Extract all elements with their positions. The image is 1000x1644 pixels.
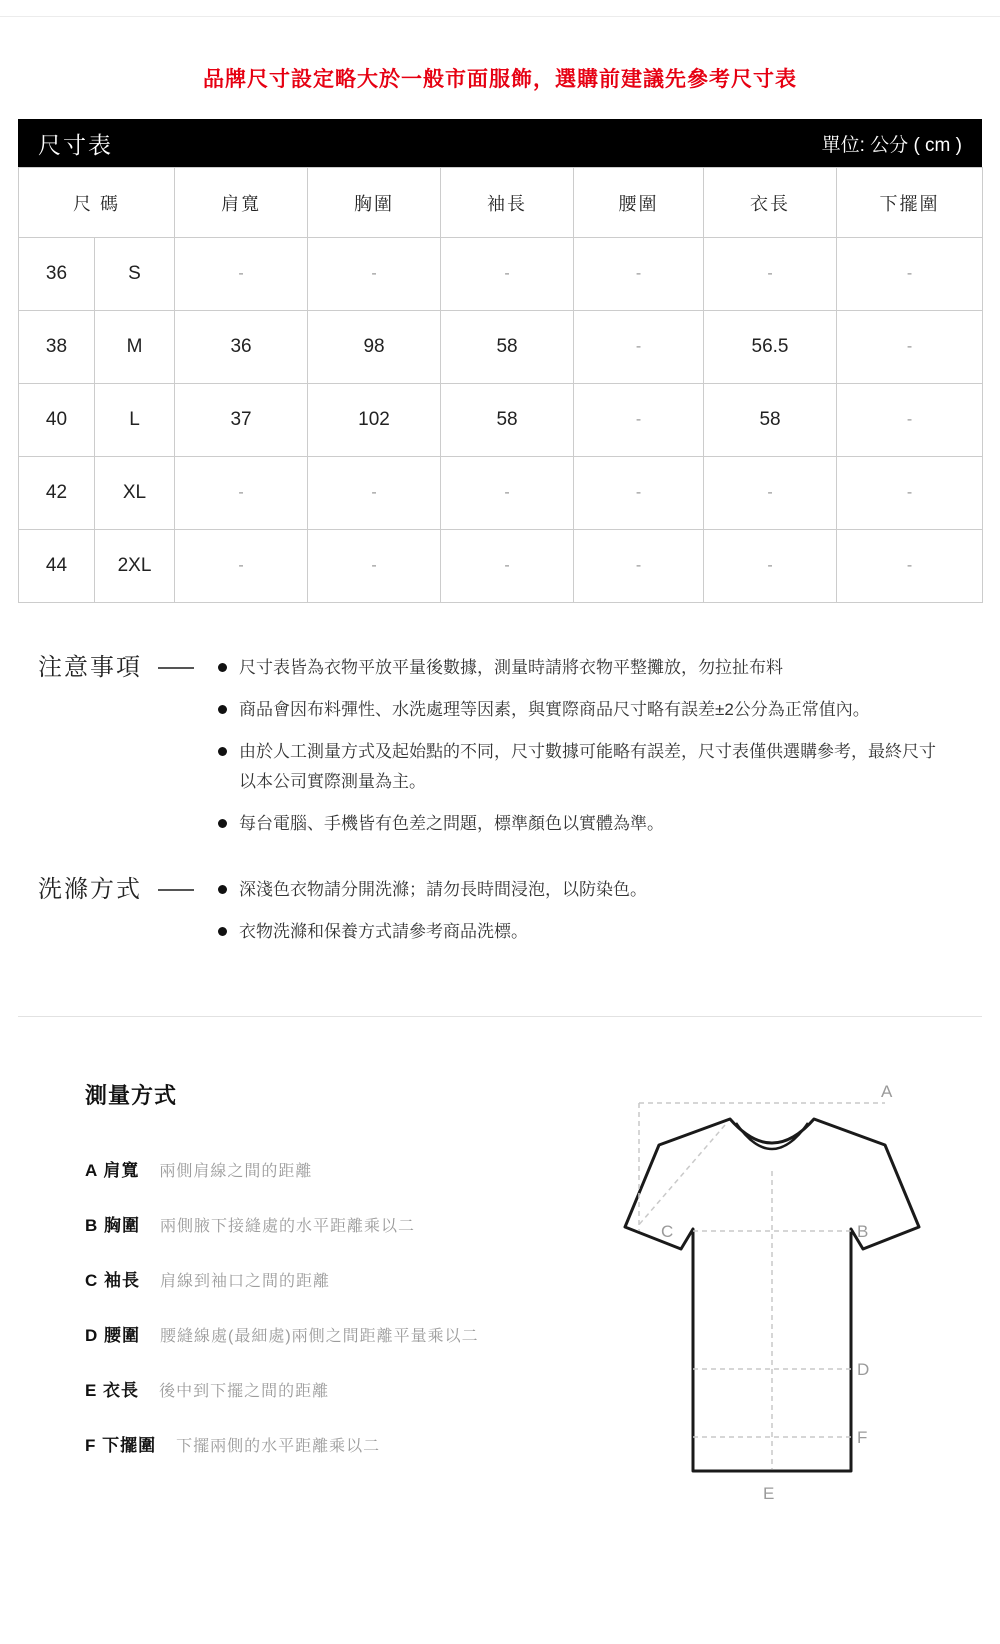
- measure-label: D 腰圍: [85, 1325, 140, 1345]
- note-item: [218, 653, 938, 682]
- size-cell: 38: [19, 311, 95, 384]
- size-cell: -: [704, 457, 837, 530]
- washing-heading: [38, 875, 218, 959]
- bullet-icon: [218, 927, 227, 936]
- size-cell: 98: [308, 311, 441, 384]
- size-cell: 58: [441, 311, 574, 384]
- column-header-5: 衣長: [704, 168, 837, 238]
- size-chart-header-bar: [18, 119, 982, 167]
- measure-desc: 兩側腋下接縫處的水平距離乘以二: [160, 1217, 416, 1235]
- measure-item: [85, 1321, 565, 1346]
- size-cell: -: [704, 530, 837, 603]
- note-item: [218, 875, 938, 904]
- note-item: [218, 809, 938, 838]
- bullet-icon: [218, 747, 227, 756]
- note-text: 深淺色衣物請分開洗滌；請勿長時間浸泡，以防染色。: [239, 880, 647, 900]
- size-row-4: [19, 530, 983, 603]
- size-cell: -: [574, 238, 704, 311]
- size-row-2: [19, 384, 983, 457]
- measure-item: [85, 1431, 565, 1456]
- diagram-label-F: F: [856, 1427, 867, 1447]
- size-cell: -: [441, 530, 574, 603]
- size-cell: S: [95, 238, 175, 311]
- size-cell: -: [574, 530, 704, 603]
- size-cell: 37: [175, 384, 308, 457]
- bullet-icon: [218, 663, 227, 672]
- note-text: 商品會因布料彈性、水洗處理等因素，與實際商品尺寸略有誤差±2公分為正常值內。: [239, 700, 870, 720]
- notes-heading: [38, 653, 218, 851]
- notes-section: [38, 653, 962, 851]
- size-cell: M: [95, 311, 175, 384]
- note-text: 由於人工測量方式及起始點的不同，尺寸數據可能略有誤差，尺寸表僅供選購參考，最終尺寸以本公司實際測量為主。: [239, 742, 936, 791]
- size-chart-title: 尺寸表: [38, 131, 113, 158]
- measure-label: F 下擺圍: [85, 1435, 157, 1455]
- measurement-title: 測量方式: [85, 1082, 178, 1108]
- size-cell: -: [441, 457, 574, 530]
- diagram-label-D: D: [856, 1359, 869, 1379]
- measure-label: A 肩寬: [85, 1160, 140, 1180]
- size-cell: -: [308, 457, 441, 530]
- heading-dash: [158, 889, 194, 891]
- size-cell: -: [837, 384, 983, 457]
- size-cell: -: [308, 530, 441, 603]
- note-text: 尺寸表皆為衣物平放平量後數據，測量時請將衣物平整攤放，勿拉扯布料: [239, 658, 783, 677]
- top-divider: [0, 16, 1000, 17]
- size-cell: 58: [441, 384, 574, 457]
- note-text: 衣物洗滌和保養方式請參考商品洗標。: [239, 922, 528, 942]
- bullet-icon: [218, 885, 227, 894]
- measure-label: E 衣長: [85, 1380, 140, 1400]
- diagram-label-E: E: [762, 1483, 774, 1503]
- diagram-label-B: B: [856, 1221, 868, 1241]
- size-cell: -: [441, 238, 574, 311]
- size-cell: 40: [19, 384, 95, 457]
- size-row-3: [19, 457, 983, 530]
- size-cell: 2XL: [95, 530, 175, 603]
- measure-label: C 袖長: [85, 1270, 140, 1290]
- size-cell: XL: [95, 457, 175, 530]
- size-cell: -: [574, 311, 704, 384]
- unit-label: 單位: 公分 ( cm ): [821, 134, 962, 156]
- brand-size-notice: 品牌尺寸設定略大於一般市面服飾，選購前建議先參考尺寸表: [203, 68, 797, 91]
- size-cell: 42: [19, 457, 95, 530]
- size-cell: -: [175, 457, 308, 530]
- washing-section: [38, 875, 962, 959]
- bullet-icon: [218, 705, 227, 714]
- measure-item: [85, 1376, 565, 1401]
- measure-item: [85, 1211, 565, 1236]
- column-header-0: 尺 碼: [19, 168, 175, 238]
- note-item: [218, 737, 938, 795]
- column-header-3: 袖長: [441, 168, 574, 238]
- size-cell: 44: [19, 530, 95, 603]
- measure-desc: 肩線到袖口之間的距離: [160, 1272, 331, 1290]
- size-chart-table: [18, 167, 983, 603]
- note-item: [218, 917, 938, 946]
- size-cell: 36: [19, 238, 95, 311]
- washing-title: 洗滌方式: [38, 876, 142, 904]
- size-row-1: [19, 311, 983, 384]
- size-cell: -: [837, 530, 983, 603]
- size-cell: -: [837, 457, 983, 530]
- measure-label: B 胸圍: [85, 1215, 140, 1235]
- notes-list: [218, 653, 938, 851]
- measurement-list: [85, 1079, 565, 1521]
- size-cell: -: [574, 384, 704, 457]
- measurement-section: [0, 1017, 1000, 1561]
- notes-title: 注意事項: [38, 654, 142, 681]
- measure-desc: 下擺兩側的水平距離乘以二: [176, 1437, 381, 1455]
- size-row-0: [19, 238, 983, 311]
- measure-item: [85, 1266, 565, 1291]
- size-cell: L: [95, 384, 175, 457]
- note-text: 每台電腦、手機皆有色差之問題，標準顏色以實體為準。: [239, 813, 664, 833]
- measure-desc: 腰縫線處(最細處)兩側之間距離平量乘以二: [160, 1327, 479, 1345]
- size-cell: 36: [175, 311, 308, 384]
- diagram-container: [565, 1079, 976, 1521]
- measure-item: [85, 1156, 565, 1181]
- column-header-1: 肩寬: [175, 168, 308, 238]
- measure-desc: 兩側肩線之間的距離: [159, 1162, 313, 1180]
- size-cell: 102: [308, 384, 441, 457]
- bullet-icon: [218, 819, 227, 828]
- column-header-2: 胸圍: [308, 168, 441, 238]
- size-cell: -: [837, 238, 983, 311]
- size-cell: 56.5: [704, 311, 837, 384]
- size-cell: 58: [704, 384, 837, 457]
- size-cell: -: [837, 311, 983, 384]
- size-cell: -: [574, 457, 704, 530]
- size-chart-header-row: [19, 168, 983, 238]
- size-cell: -: [175, 238, 308, 311]
- size-cell: -: [308, 238, 441, 311]
- note-item: [218, 695, 938, 724]
- measure-desc: 後中到下擺之間的距離: [159, 1382, 330, 1400]
- heading-dash: [158, 667, 194, 669]
- diagram-label-A: A: [880, 1081, 892, 1101]
- column-header-6: 下擺圍: [837, 168, 983, 238]
- washing-list: [218, 875, 938, 959]
- size-cell: -: [704, 238, 837, 311]
- tshirt-diagram: [587, 1079, 955, 1521]
- diagram-label-C: C: [660, 1221, 673, 1241]
- size-cell: -: [175, 530, 308, 603]
- column-header-4: 腰圍: [574, 168, 704, 238]
